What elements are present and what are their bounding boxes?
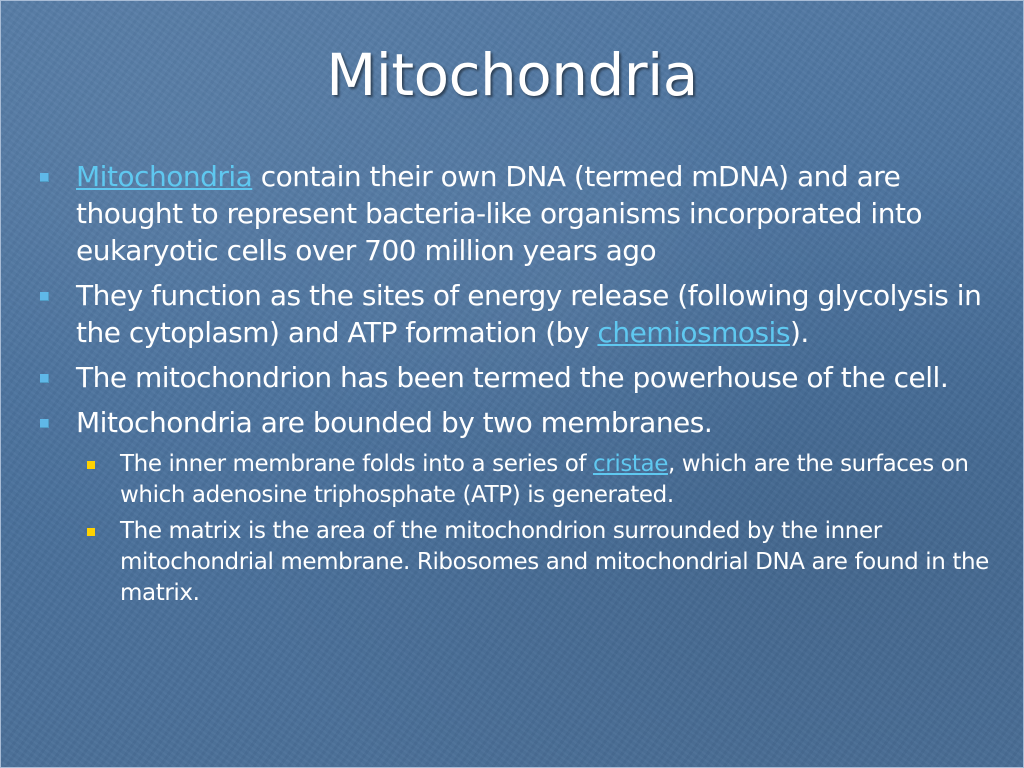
bullet-text: The mitochondrion has been termed the powerhouse of the cell. bbox=[76, 361, 949, 394]
bullet-item-powerhouse bbox=[36, 359, 1004, 396]
yellow-square-bullet-icon bbox=[87, 528, 95, 536]
bullet-list bbox=[36, 158, 1004, 614]
square-bullet-icon bbox=[40, 292, 49, 301]
yellow-square-bullet-icon bbox=[87, 461, 95, 469]
bullet-text: They function as the sites of energy release (following glycolysis in the cytoplasm) and ATP formation (by bbox=[76, 279, 982, 349]
bullet-text: Mitochondria are bounded by two membranes. bbox=[76, 406, 713, 439]
bullet-text-end: ). bbox=[789, 316, 809, 349]
slide-title: Mitochondria bbox=[326, 41, 698, 109]
sub-bullet-text: The inner membrane folds into a series of bbox=[120, 451, 594, 477]
chemiosmosis-link[interactable]: chemiosmosis bbox=[597, 316, 790, 349]
cristae-link[interactable]: cristae bbox=[593, 451, 668, 477]
sub-bullet-text: The matrix is the area of the mitochondrion surrounded by the inner mitochondrial membrane. Ribosomes and mitochondrial DNA are found in the matrix. bbox=[120, 518, 989, 606]
square-bullet-icon bbox=[40, 173, 49, 182]
sub-bullet-text-end: , which are the surfaces on which adenosine triphosphate (ATP) is generated. bbox=[120, 451, 969, 508]
sub-bullet-item-cristae bbox=[36, 449, 1004, 511]
bullet-text: contain their own DNA (termed mDNA) and are thought to represent bacteria-like organisms incorporated into eukaryotic cells over 700 million years ago bbox=[76, 160, 923, 267]
bullet-item-energy-release bbox=[36, 277, 1004, 351]
square-bullet-icon bbox=[40, 374, 49, 383]
bullet-item-mdna bbox=[36, 158, 1004, 269]
mitochondria-link[interactable]: Mitochondria bbox=[76, 160, 253, 193]
sub-bullet-item-matrix bbox=[36, 516, 1004, 609]
square-bullet-icon bbox=[40, 419, 49, 428]
bullet-item-membranes bbox=[36, 404, 1004, 441]
